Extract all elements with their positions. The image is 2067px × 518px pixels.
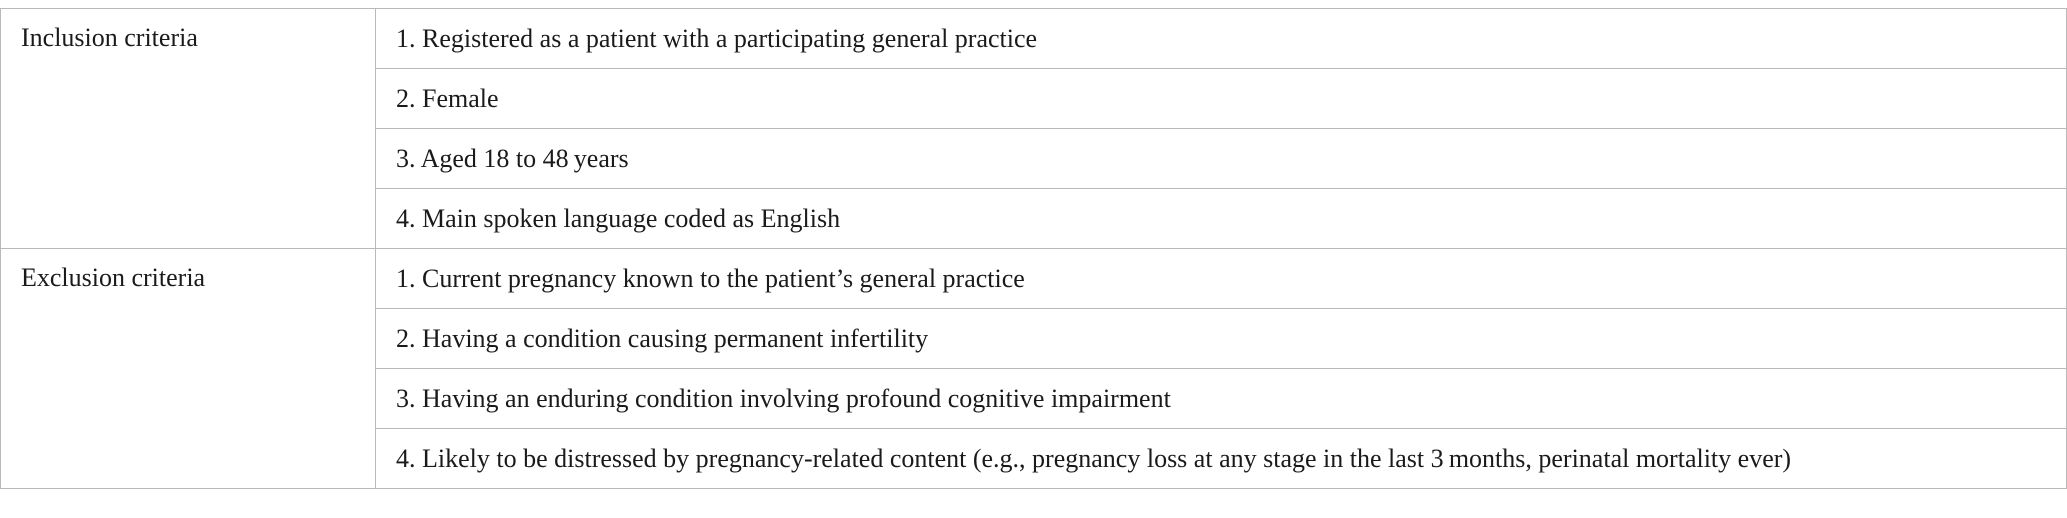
exclusion-criterion-2: 2. Having a condition causing permanent infertility bbox=[376, 309, 2067, 369]
inclusion-criterion-2: 2. Female bbox=[376, 69, 2067, 129]
inclusion-criterion-1: 1. Registered as a patient with a participating general practice bbox=[376, 9, 2067, 69]
table-row bbox=[1, 9, 2067, 69]
table-row bbox=[1, 249, 2067, 309]
inclusion-criterion-3: 3. Aged 18 to 48 years bbox=[376, 129, 2067, 189]
exclusion-criterion-1: 1. Current pregnancy known to the patient’s general practice bbox=[376, 249, 2067, 309]
exclusion-criterion-4: 4. Likely to be distressed by pregnancy-related content (e.g., pregnancy loss at any stage in the last 3 months, perinatal mortality ever) bbox=[376, 429, 2067, 489]
criteria-table bbox=[0, 8, 2067, 489]
inclusion-criterion-4: 4. Main spoken language coded as English bbox=[376, 189, 2067, 249]
exclusion-criteria-label: Exclusion criteria bbox=[1, 249, 376, 489]
exclusion-criterion-3: 3. Having an enduring condition involving profound cognitive impairment bbox=[376, 369, 2067, 429]
inclusion-criteria-label: Inclusion criteria bbox=[1, 9, 376, 249]
